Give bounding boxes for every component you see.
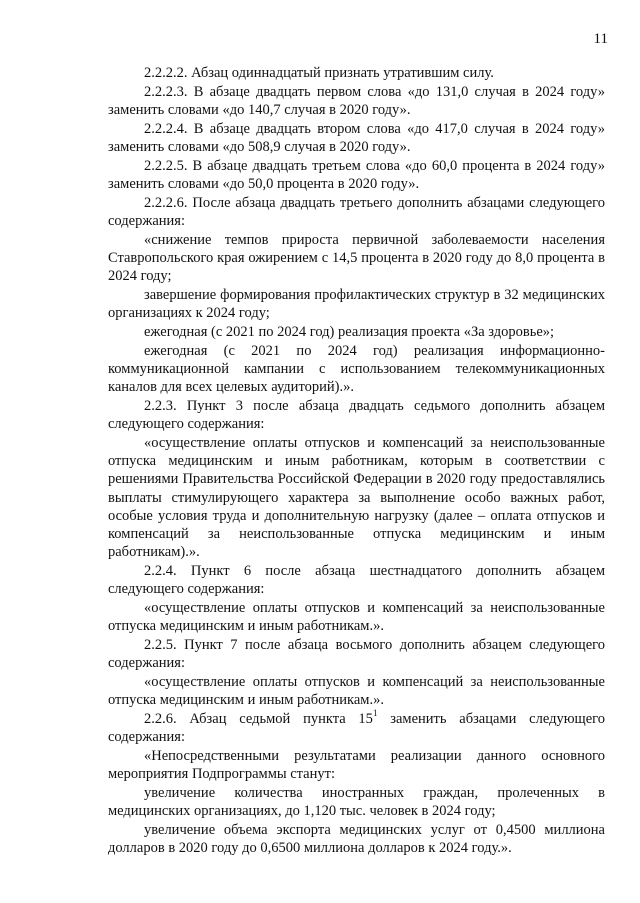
- superscript: 1: [372, 708, 378, 719]
- paragraph: 2.2.2.6. После абзаца двадцать третьего дополнить абзацами следующего содержания:: [108, 194, 605, 229]
- paragraph: 2.2.4. Пункт 6 после абзаца шестнадцатого дополнить абзацем следующего содержания:: [108, 563, 605, 598]
- document-body: [108, 64, 605, 857]
- paragraph: 2.2.5. Пункт 7 после абзаца восьмого дополнить абзацем следующего содержания:: [108, 637, 605, 672]
- paragraph: увеличение количества иностранных граждан, пролеченных в медицинских организациях, до 1,120 тыс. человек в 2024 году;: [108, 785, 605, 820]
- paragraph: «осуществление оплаты отпусков и компенсаций за неиспользованные отпуска медицинским и иным работникам, которым в соответствии с решениями Правительства Российской Федерации в 2020 году предоставлялись выплаты стимулирующего характера за выполнение особо важных работ, особые условия труда и дополнительную нагрузку (далее – оплата отпусков и компенсаций за неиспользованные отпуска медицинским и иным работникам).».: [108, 435, 605, 561]
- paragraph: «Непосредственными результатами реализации данного основного мероприятия Подпрограммы станут:: [108, 748, 605, 783]
- paragraph: ежегодная (с 2021 по 2024 год) реализация информационно-коммуникационной кампании с использованием телекоммуникационных каналов для всех целевых аудиторий).».: [108, 342, 605, 396]
- paragraph: 2.2.2.5. В абзаце двадцать третьем слова «до 60,0 процента в 2024 году» заменить словами «до 50,0 процента в 2020 году».: [108, 157, 605, 192]
- paragraph-with-superscript: [108, 710, 605, 746]
- paragraph: ежегодная (с 2021 по 2024 год) реализация проекта «За здоровье»;: [144, 324, 555, 340]
- paragraph: «осуществление оплаты отпусков и компенсаций за неиспользованные отпуска медицинским и иным работникам.».: [108, 600, 605, 635]
- paragraph-text-before: 2.2.6. Абзац седьмой пункта 15: [144, 711, 373, 728]
- paragraph: 2.2.2.4. В абзаце двадцать втором слова «до 417,0 случая в 2024 году» заменить словами «до 508,9 случая в 2020 году».: [108, 120, 605, 155]
- paragraph: «осуществление оплаты отпусков и компенсаций за неиспользованные отпуска медицинским и иным работникам.».: [108, 674, 605, 709]
- paragraph: 2.2.3. Пункт 3 после абзаца двадцать седьмого дополнить абзацем следующего содержания:: [108, 398, 605, 433]
- paragraph: завершение формирования профилактических структур в 32 медицинских организациях к 2024 году;: [108, 287, 605, 322]
- paragraph: увеличение объема экспорта медицинских услуг от 0,4500 миллиона долларов в 2020 году до 0,6500 миллиона долларов к 2024 году.».: [108, 822, 605, 857]
- paragraph: 2.2.2.3. В абзаце двадцать первом слова «до 131,0 случая в 2024 году» заменить словами «до 140,7 случая в 2020 году».: [108, 83, 605, 118]
- paragraph: 2.2.2.2. Абзац одиннадцатый признать утратившим силу.: [144, 65, 494, 81]
- paragraph-text-after: заменить абзацами следующего содержания:: [108, 711, 605, 746]
- page-number: 11: [593, 31, 608, 47]
- paragraph: «снижение темпов прироста первичной заболеваемости населения Ставропольского края ожирением с 14,5 процента в 2020 году до 8,0 процента в 2024 году;: [108, 231, 605, 285]
